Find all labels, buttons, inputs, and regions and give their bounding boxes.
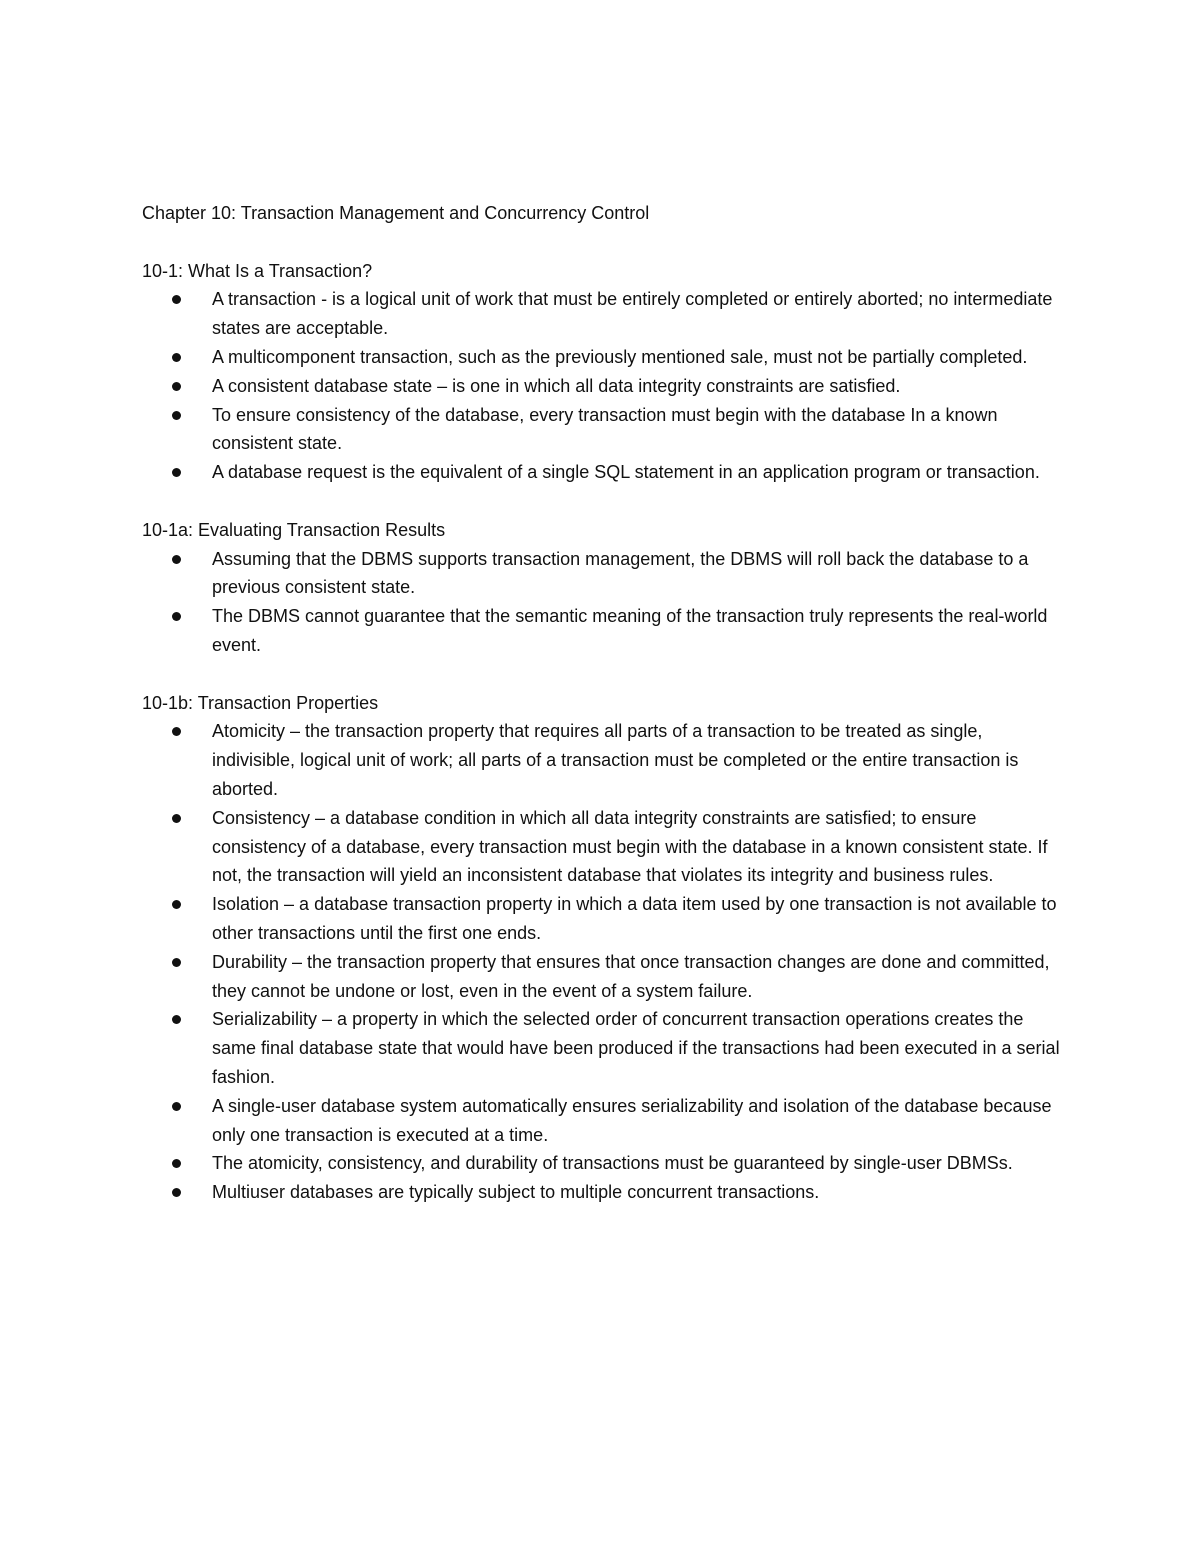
list-item-text: The atomicity, consistency, and durability of transactions must be guaranteed by single-user DBMSs. (212, 1153, 1013, 1174)
list-item-text: A transaction - is a logical unit of work that must be entirely completed or entirely aborted; no intermediate states are acceptable. (212, 289, 1053, 339)
bullet-icon (172, 612, 181, 621)
list-item (142, 602, 1067, 660)
list-item-text: Durability – the transaction property that ensures that once transaction changes are done and committed, they cannot be undone or lost, even in the event of a system failure. (212, 951, 1050, 1001)
bullet-icon (172, 468, 181, 477)
list-item-text: Isolation – a database transaction property in which a data item used by one transaction is not available to other transactions until the first one ends. (212, 894, 1057, 943)
section-what-is-a-transaction (142, 257, 1067, 487)
list-item (142, 372, 1067, 401)
bullet-icon (172, 900, 181, 909)
list-item (142, 285, 1067, 343)
list-item-text: The DBMS cannot guarantee that the semantic meaning of the transaction truly represents the real-world event. (212, 606, 1048, 655)
bullet-icon (172, 1102, 181, 1111)
list-item (142, 717, 1067, 803)
list-item (142, 401, 1067, 459)
list-item-text: To ensure consistency of the database, every transaction must begin with the database In a known consistent state. (212, 404, 998, 454)
document-title: Chapter 10: Transaction Management and Concurrency Control (142, 203, 650, 223)
list-item-text: Consistency – a database condition in which all data integrity constraints are satisfied; to ensure consistency of a database, every transaction must begin with the database in a known consistent state. If not, the transaction will yield an inconsistent database that violates its integrity and business rules. (212, 807, 1048, 886)
bullet-icon (172, 1188, 181, 1197)
document-page (142, 199, 1067, 1207)
list-item-text: Assuming that the DBMS supports transaction management, the DBMS will roll back the database to a previous consistent state. (212, 548, 1029, 598)
list-item (142, 1178, 1067, 1207)
list-item-text: A multicomponent transaction, such as the previously mentioned sale, must not be partially completed. (212, 346, 1028, 367)
bullet-icon (172, 555, 181, 564)
bullet-list (142, 545, 1067, 660)
bullet-icon (172, 295, 181, 304)
section-evaluating-transaction-results (142, 516, 1067, 660)
section-heading: 10-1: What Is a Transaction? (142, 260, 373, 281)
list-item (142, 1005, 1067, 1091)
bullet-icon (172, 353, 181, 362)
section-heading: 10-1b: Transaction Properties (142, 692, 379, 713)
list-item-text: Multiuser databases are typically subject to multiple concurrent transactions. (212, 1182, 820, 1203)
list-item (142, 545, 1067, 603)
bullet-icon (172, 814, 181, 823)
section-transaction-properties (142, 689, 1067, 1207)
bullet-icon (172, 1159, 181, 1168)
list-item-text: A database request is the equivalent of a single SQL statement in an application program or transaction. (212, 462, 1040, 483)
bullet-icon (172, 1015, 181, 1024)
list-item (142, 948, 1067, 1006)
list-item (142, 458, 1067, 487)
bullet-list (142, 717, 1067, 1207)
list-item (142, 1092, 1067, 1150)
bullet-list (142, 285, 1067, 487)
bullet-icon (172, 727, 181, 736)
list-item-text: Serializability – a property in which the selected order of concurrent transaction operations creates the same final database state that would have been produced if the transactions had been executed in a serial fashion. (212, 1009, 1060, 1087)
list-item (142, 804, 1067, 890)
list-item (142, 1149, 1067, 1178)
bullet-icon (172, 958, 181, 967)
bullet-icon (172, 411, 181, 420)
list-item-text: A single-user database system automatically ensures serializability and isolation of the database because only one transaction is executed at a time. (212, 1095, 1052, 1145)
list-item-text: Atomicity – the transaction property that requires all parts of a transaction to be treated as single, indivisible, logical unit of work; all parts of a transaction must be completed or the entire transaction is aborted. (212, 721, 1019, 799)
list-item (142, 890, 1067, 948)
bullet-icon (172, 382, 181, 391)
section-heading: 10-1a: Evaluating Transaction Results (142, 519, 446, 540)
list-item-text: A consistent database state – is one in which all data integrity constraints are satisfied. (212, 375, 901, 396)
list-item (142, 343, 1067, 372)
